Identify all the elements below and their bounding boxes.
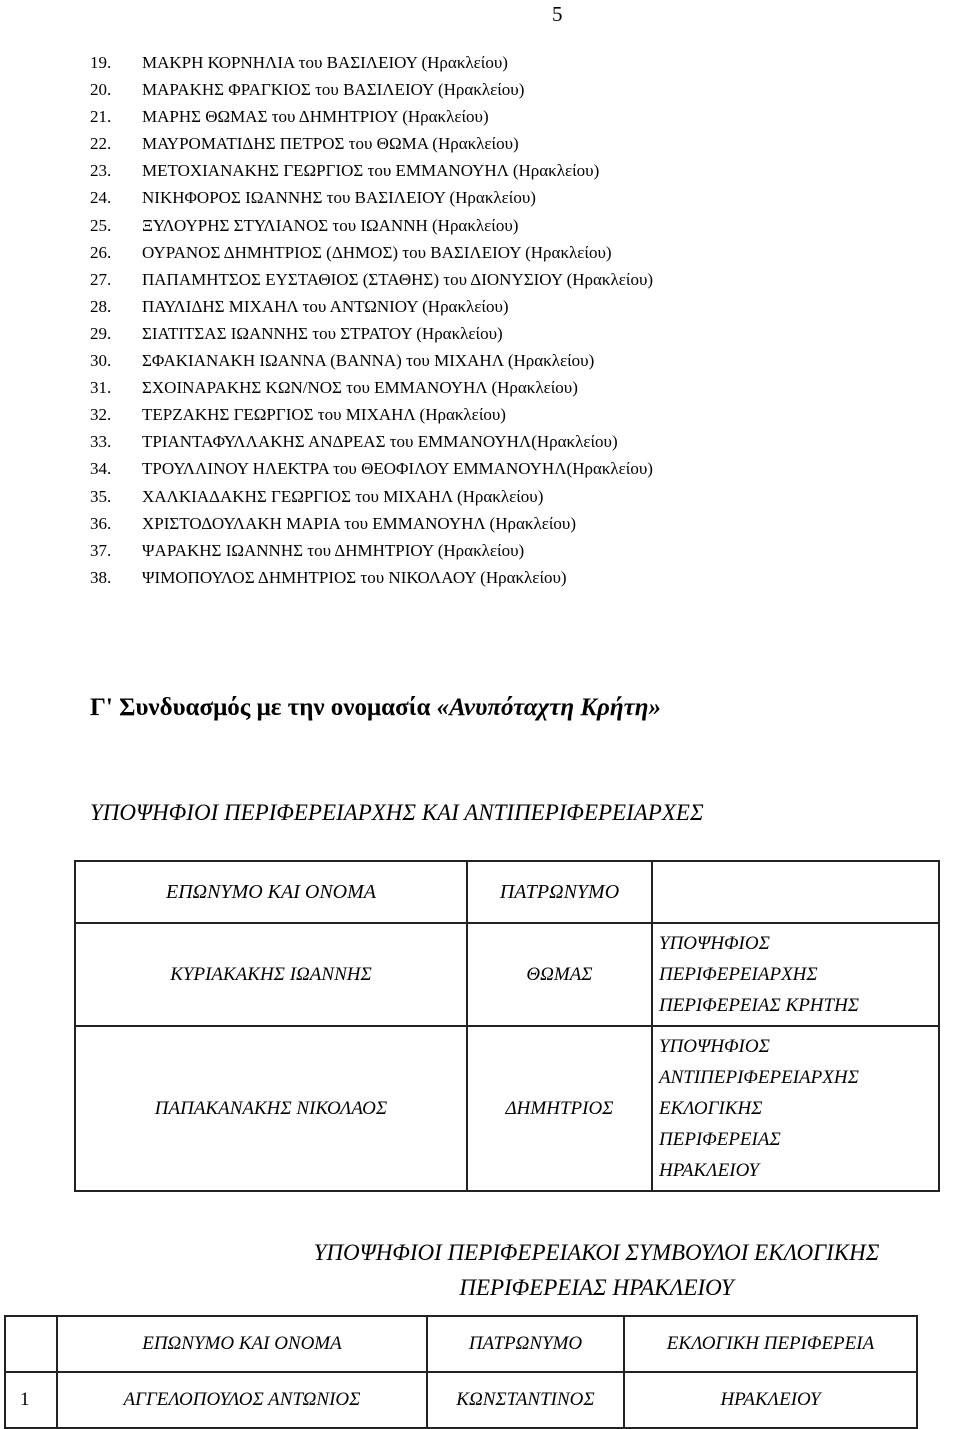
- list-item-text: ΤΕΡΖΑΚΗΣ ΓΕΩΡΓΙΟΣ του ΜΙΧΑΗΛ (Ηρακλείου): [142, 405, 506, 425]
- list-item: [90, 296, 653, 323]
- role-line: ΠΕΡΙΦΕΡΕΙΑΣ: [659, 1129, 781, 1150]
- list-item: [90, 540, 653, 567]
- list-item-text: ΤΡΟΥΛΛΙΝΟΥ ΗΛΕΚΤΡΑ του ΘΕΟΦΙΛΟΥ ΕΜΜΑΝΟΥΗΛ(Ηρακλείου): [142, 459, 653, 479]
- list-item: [90, 242, 653, 269]
- cell-num: 1: [5, 1372, 57, 1428]
- list-item-text: ΠΑΠΑΜΗΤΣΟΣ ΕΥΣΤΑΘΙΟΣ (ΣΤΑΘΗΣ) του ΔΙΟΝΥΣΙΟΥ (Ηρακλείου): [142, 269, 654, 289]
- list-item-text: ΝΙΚΗΦΟΡΟΣ ΙΩΑΝΝΗΣ του ΒΑΣΙΛΕΙΟΥ (Ηρακλείου): [142, 188, 536, 208]
- regional-heading: ΥΠΟΨΗΦΙΟΙ ΠΕΡΙΦΕΡΕΙΑΡΧΗΣ ΚΑΙ ΑΝΤΙΠΕΡΙΦΕΡΕΙΑΡΧΕΣ: [90, 800, 704, 825]
- role-line: ΥΠΟΨΗΦΙΟΣ: [659, 1036, 770, 1057]
- cell-name: ΚΥΡΙΑΚΑΚΗΣ ΙΩΑΝΝΗΣ: [75, 923, 467, 1026]
- list-item-text: ΣΧΟΙΝΑΡΑΚΗΣ ΚΩΝ/ΝΟΣ του ΕΜΜΑΝΟΥΗΛ (Ηρακλείου): [142, 378, 578, 398]
- table-row: [75, 1026, 939, 1191]
- list-item-text: ΜΑΥΡΟΜΑΤΙΔΗΣ ΠΕΤΡΟΣ του ΘΩΜΑ (Ηρακλείου): [142, 134, 519, 154]
- role-line: ΗΡΑΚΛΕΙΟΥ: [659, 1160, 760, 1181]
- cell-name: [57, 1372, 427, 1428]
- list-item: [90, 404, 653, 431]
- list-item: [90, 323, 653, 350]
- list-item-text: ΣΙΑΤΙΤΣΑΣ ΙΩΑΝΝΗΣ του ΣΤΡΑΤΟΥ (Ηρακλείου): [142, 323, 503, 343]
- list-item: [90, 52, 653, 79]
- list-item-number: 33.: [90, 432, 112, 452]
- list-item: [90, 133, 653, 160]
- list-item-text: ΜΑΡΗΣ ΘΩΜΑΣ του ΔΗΜΗΤΡΙΟΥ (Ηρακλείου): [142, 107, 489, 127]
- role-line: ΠΕΡΙΦΕΡΕΙΑΣ ΚΡΗΤΗΣ: [659, 995, 860, 1016]
- list-item: [90, 269, 653, 296]
- list-item-number: 31.: [90, 378, 112, 398]
- cell-district: [624, 1372, 917, 1428]
- list-item-number: 35.: [90, 486, 112, 506]
- list-item: [90, 350, 653, 377]
- role-line: ΑΝΤΙΠΕΡΙΦΕΡΕΙΑΡΧΗΣ: [659, 1067, 859, 1088]
- list-item-text: ΞΥΛΟΥΡΗΣ ΣΤΥΛΙΑΝΟΣ του ΙΩΑΝΝΗ (Ηρακλείου): [142, 215, 519, 235]
- header-empty: [652, 861, 939, 923]
- section-title-prefix: Γ' Συνδυασμός με την ονομασία: [90, 694, 437, 721]
- list-item-number: 27.: [90, 269, 112, 289]
- list-item: [90, 513, 653, 540]
- list-item-number: 22.: [90, 134, 112, 154]
- header-name-text: ΕΠΩΝΥΜΟ ΚΑΙ ΟΝΟΜΑ: [142, 1333, 342, 1354]
- role-line: ΠΕΡΙΦΕΡΕΙΑΡΧΗΣ: [659, 964, 818, 985]
- list-item-number: 28.: [90, 296, 112, 316]
- list-item-text: ΨΙΜΟΠΟΥΛΟΣ ΔΗΜΗΤΡΙΟΣ του ΝΙΚΟΛΑΟΥ (Ηρακλείου): [142, 567, 567, 587]
- list-item: [90, 486, 653, 513]
- list-item-text: ΤΡΙΑΝΤΑΦΥΛΛΑΚΗΣ ΑΝΔΡΕΑΣ του ΕΜΜΑΝΟΥΗΛ(Ηρακλείου): [142, 432, 618, 452]
- table-row: [75, 923, 939, 1026]
- list-item-text: ΠΑΥΛΙΔΗΣ ΜΙΧΑΗΛ του ΑΝΤΩΝΙΟΥ (Ηρακλείου): [142, 296, 509, 316]
- cell-district-text: ΗΡΑΚΛΕΙΟΥ: [720, 1389, 821, 1410]
- page-number: 5: [552, 2, 563, 26]
- list-item-number: 26.: [90, 242, 112, 262]
- cell-father: [427, 1372, 624, 1428]
- list-item: [90, 106, 653, 133]
- header-name: ΕΠΩΝΥΜΟ ΚΑΙ ΟΝΟΜΑ: [75, 861, 467, 923]
- cell-role: [652, 923, 939, 1026]
- cell-father-text: ΚΩΝΣΤΑΝΤΙΝΟΣ: [456, 1389, 595, 1410]
- council-candidates-table: [4, 1315, 918, 1429]
- list-item-text: ΜΑΡΑΚΗΣ ΦΡΑΓΚΙΟΣ του ΒΑΣΙΛΕΙΟΥ (Ηρακλείου): [142, 80, 525, 100]
- list-item-number: 32.: [90, 405, 112, 425]
- header-father: [427, 1316, 624, 1372]
- list-item-number: 25.: [90, 215, 112, 235]
- cell-name-text: ΑΓΓΕΛΟΠΟΥΛΟΣ ΑΝΤΩΝΙΟΣ: [123, 1389, 361, 1410]
- list-item-text: ΨΑΡΑΚΗΣ ΙΩΑΝΝΗΣ του ΔΗΜΗΤΡΙΟΥ (Ηρακλείου): [142, 540, 525, 560]
- table-header-row: [75, 861, 939, 923]
- list-item-number: 19.: [90, 53, 112, 72]
- council-heading-line2: ΠΕΡΙΦΕΡΕΙΑΣ ΗΡΑΚΛΕΙΟΥ: [459, 1275, 734, 1300]
- list-item-number: 29.: [90, 323, 112, 343]
- table-header-row: [5, 1316, 917, 1372]
- list-item: [90, 215, 653, 242]
- list-item-number: 36.: [90, 513, 112, 533]
- list-item-number: 23.: [90, 161, 112, 181]
- header-father-text: ΠΑΤΡΩΝΥΜΟ: [468, 1333, 583, 1354]
- list-item-number: 21.: [90, 107, 112, 127]
- list-item: [90, 567, 653, 594]
- list-item: [90, 377, 653, 404]
- header-name: [57, 1316, 427, 1372]
- header-father: ΠΑΤΡΩΝΥΜΟ: [467, 861, 652, 923]
- table-row: [5, 1372, 917, 1428]
- list-item-text: ΟΥΡΑΝΟΣ ΔΗΜΗΤΡΙΟΣ (ΔΗΜΟΣ) του ΒΑΣΙΛΕΙΟΥ (Ηρακλείου): [142, 242, 612, 262]
- list-item: [90, 160, 653, 187]
- role-line: ΕΚΛΟΓΙΚΗΣ: [659, 1098, 763, 1119]
- list-item-text: ΜΑΚΡΗ ΚΟΡΝΗΛΙΑ του ΒΑΣΙΛΕΙΟΥ (Ηρακλείου): [142, 53, 508, 72]
- list-item-number: 30.: [90, 351, 112, 371]
- council-heading-line1: ΥΠΟΨΗΦΙΟΙ ΠΕΡΙΦΕΡΕΙΑΚΟΙ ΣΥΜΒΟΥΛΟΙ ΕΚΛΟΓΙΚΗΣ: [313, 1240, 880, 1265]
- cell-father: ΔΗΜΗΤΡΙΟΣ: [467, 1026, 652, 1191]
- list-item-text: ΜΕΤΟΧΙΑΝΑΚΗΣ ΓΕΩΡΓΙΟΣ του ΕΜΜΑΝΟΥΗΛ (Ηρακλείου): [142, 161, 600, 181]
- header-district-text: ΕΚΛΟΓΙΚΗ ΠΕΡΙΦΕΡΕΙΑ: [666, 1333, 875, 1354]
- cell-name: ΠΑΠΑΚΑΝΑΚΗΣ ΝΙΚΟΛΑΟΣ: [75, 1026, 467, 1191]
- list-item-number: 38.: [90, 567, 112, 587]
- list-item-number: 34.: [90, 459, 112, 479]
- cell-father: ΘΩΜΑΣ: [467, 923, 652, 1026]
- section-title: [90, 694, 661, 722]
- cell-role: [652, 1026, 939, 1191]
- list-item-number: 24.: [90, 188, 112, 208]
- list-item-text: ΧΡΙΣΤΟΔΟΥΛΑΚΗ ΜΑΡΙΑ του ΕΜΜΑΝΟΥΗΛ (Ηρακλείου): [142, 513, 576, 533]
- list-item-number: 20.: [90, 80, 112, 100]
- header-num: [5, 1316, 57, 1372]
- list-item-text: ΣΦΑΚΙΑΝΑΚΗ ΙΩΑΝΝΑ (ΒΑΝΝΑ) του ΜΙΧΑΗΛ (Ηρακλείου): [142, 351, 595, 371]
- list-item: [90, 458, 653, 485]
- header-district: [624, 1316, 917, 1372]
- section-title-name: «Ανυπόταχτη Κρήτη»: [436, 694, 661, 721]
- list-item: [90, 187, 653, 214]
- candidate-list: [90, 52, 653, 594]
- list-item-text: ΧΑΛΚΙΑΔΑΚΗΣ ΓΕΩΡΓΙΟΣ του ΜΙΧΑΗΛ (Ηρακλείου): [142, 486, 544, 506]
- role-line: ΥΠΟΨΗΦΙΟΣ: [659, 933, 770, 954]
- list-item: [90, 431, 653, 458]
- list-item-number: 37.: [90, 540, 112, 560]
- list-item: [90, 79, 653, 106]
- regional-candidates-table: [74, 860, 940, 1192]
- council-heading: [233, 1235, 960, 1305]
